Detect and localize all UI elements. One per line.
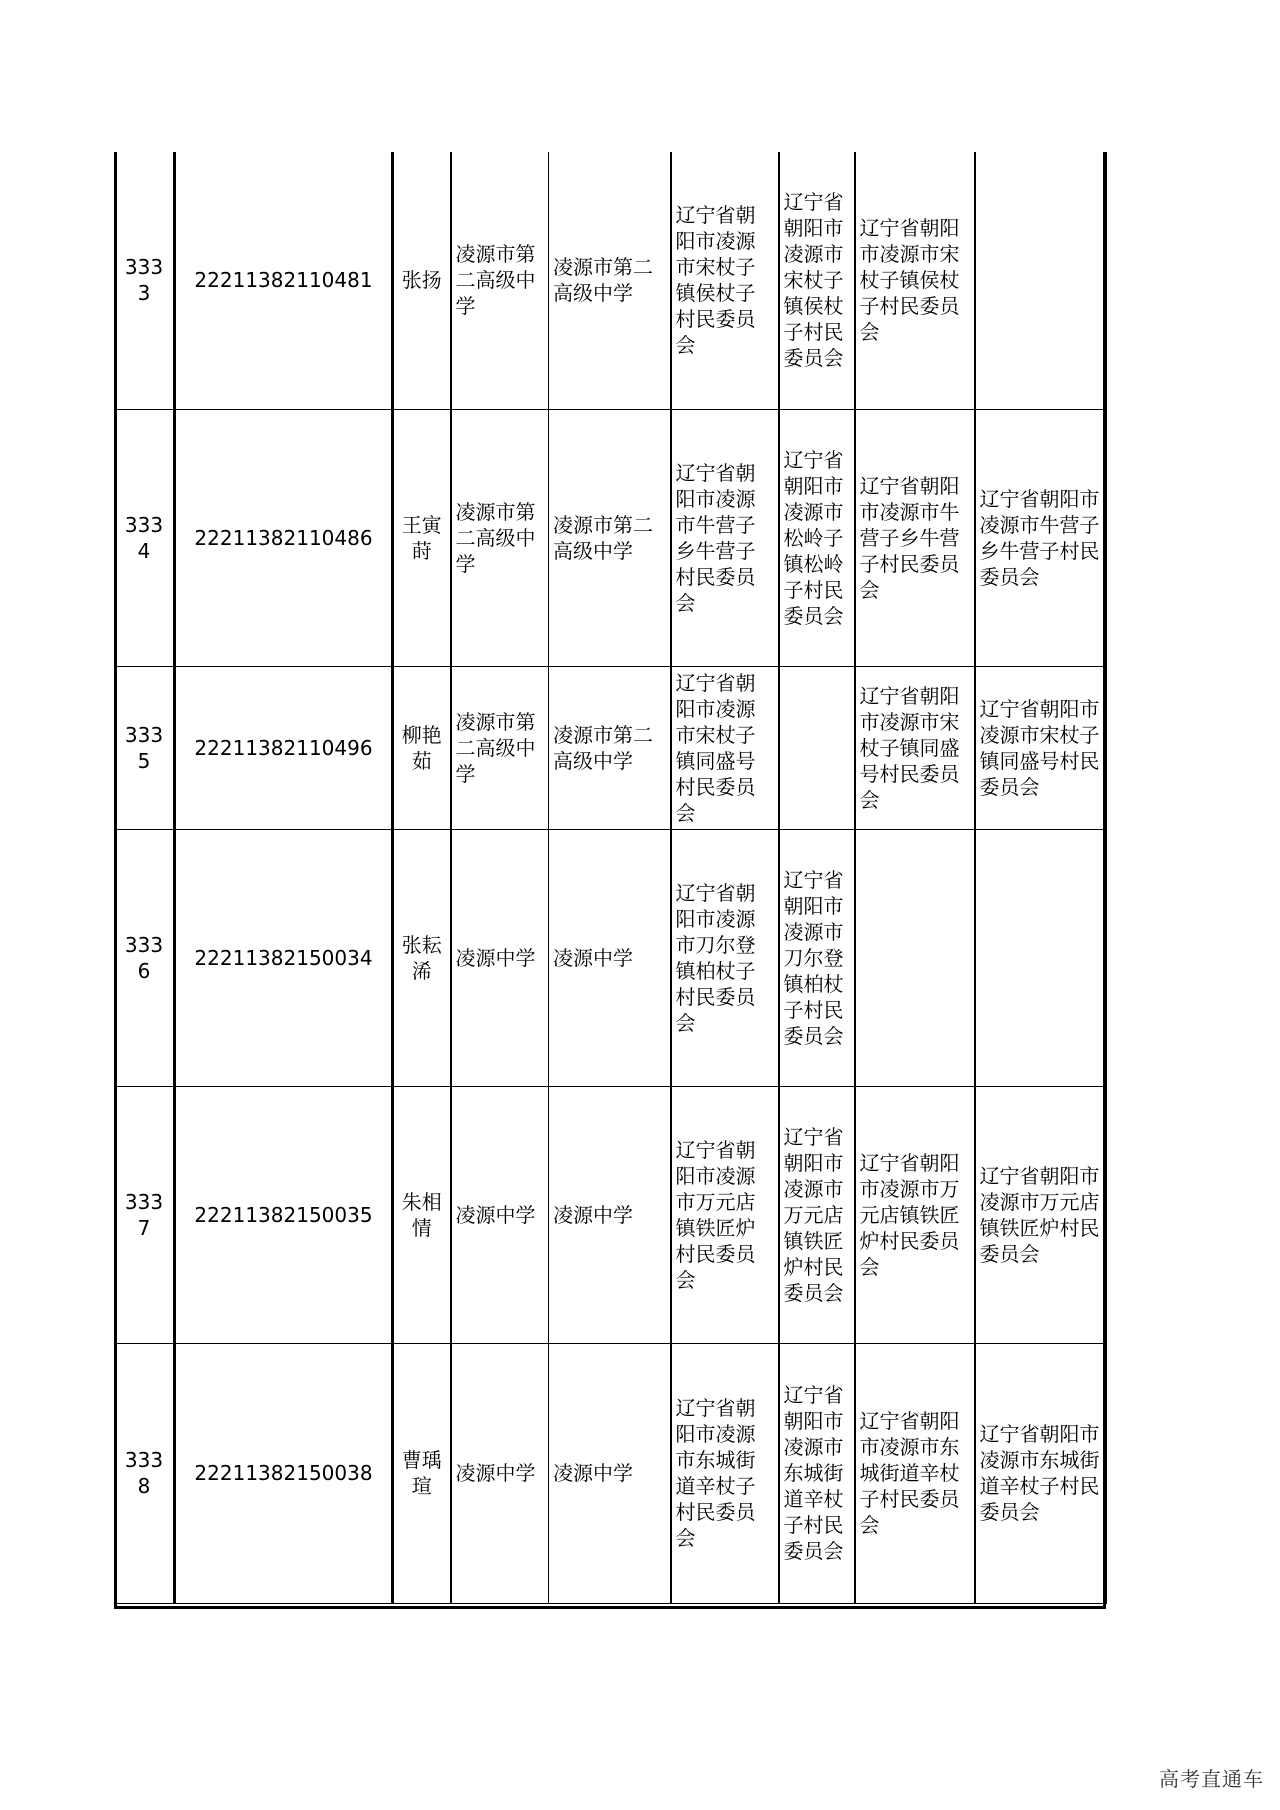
row-address-4: 辽宁省朝阳市凌源市东城街道辛杖子村民委员会 [975, 1343, 1107, 1603]
row-school: 凌源中学 [451, 1086, 549, 1343]
row-name: 王寅莳 [393, 409, 451, 666]
row-exam-site: 凌源中学 [549, 1343, 671, 1603]
row-exam-site: 凌源市第二高级中学 [549, 666, 671, 829]
row-address-2 [779, 666, 855, 829]
row-exam-site: 凌源市第二高级中学 [549, 409, 671, 666]
row-school: 凌源中学 [451, 1343, 549, 1603]
row-address-2: 辽宁省朝阳市凌源市东城街道辛杖子村民委员会 [779, 1343, 855, 1603]
row-name: 曹瑀瑄 [393, 1343, 451, 1603]
table-row [115, 666, 1107, 829]
row-exam-site: 凌源中学 [549, 1086, 671, 1343]
row-exam-id: 22211382150034 [175, 829, 393, 1086]
row-exam-site: 凌源市第二高级中学 [549, 152, 671, 409]
table-row [115, 152, 1107, 409]
row-address-4: 辽宁省朝阳市凌源市万元店镇铁匠炉村民委员会 [975, 1086, 1107, 1343]
row-address-3: 辽宁省朝阳市凌源市牛营子乡牛营子村民委员会 [855, 409, 975, 666]
row-address-2: 辽宁省朝阳市凌源市松岭子镇松岭子村民委员会 [779, 409, 855, 666]
watermark-text: 高考直通车 [1159, 1767, 1264, 1791]
row-address-3: 辽宁省朝阳市凌源市东城街道辛杖子村民委员会 [855, 1343, 975, 1603]
row-address-4: 辽宁省朝阳市凌源市宋杖子镇同盛号村民委员会 [975, 666, 1107, 829]
row-seq: 3335 [115, 666, 175, 829]
row-address-2: 辽宁省朝阳市凌源市宋杖子镇侯杖子村民委员会 [779, 152, 855, 409]
table-row [115, 409, 1107, 666]
row-address-1: 辽宁省朝阳市凌源市宋杖子镇侯杖子村民委员会 [671, 152, 779, 409]
row-exam-id: 22211382110481 [175, 152, 393, 409]
row-address-3 [855, 829, 975, 1086]
row-address-3: 辽宁省朝阳市凌源市宋杖子镇同盛号村民委员会 [855, 666, 975, 829]
row-address-1: 辽宁省朝阳市凌源市东城街道辛杖子村民委员会 [671, 1343, 779, 1603]
row-address-4 [975, 152, 1107, 409]
row-exam-id: 22211382110486 [175, 409, 393, 666]
row-exam-id: 22211382110496 [175, 666, 393, 829]
row-school: 凌源中学 [451, 829, 549, 1086]
row-exam-site: 凌源中学 [549, 829, 671, 1086]
row-name: 柳艳茹 [393, 666, 451, 829]
row-address-1: 辽宁省朝阳市凌源市牛营子乡牛营子村民委员会 [671, 409, 779, 666]
row-seq: 3338 [115, 1343, 175, 1603]
row-address-1: 辽宁省朝阳市凌源市宋杖子镇同盛号村民委员会 [671, 666, 779, 829]
row-exam-id: 22211382150038 [175, 1343, 393, 1603]
row-address-2: 辽宁省朝阳市凌源市刀尔登镇柏杖子村民委员会 [779, 829, 855, 1086]
row-address-4 [975, 829, 1107, 1086]
roster-table [114, 152, 1107, 1604]
row-seq: 3336 [115, 829, 175, 1086]
row-address-1: 辽宁省朝阳市凌源市刀尔登镇柏杖子村民委员会 [671, 829, 779, 1086]
table-row [115, 1086, 1107, 1343]
table-row [115, 829, 1107, 1086]
row-seq: 3337 [115, 1086, 175, 1343]
row-address-3: 辽宁省朝阳市凌源市宋杖子镇侯杖子村民委员会 [855, 152, 975, 409]
row-seq: 3333 [115, 152, 175, 409]
row-exam-id: 22211382150035 [175, 1086, 393, 1343]
row-name: 张耘浠 [393, 829, 451, 1086]
row-address-1: 辽宁省朝阳市凌源市万元店镇铁匠炉村民委员会 [671, 1086, 779, 1343]
row-name: 朱相情 [393, 1086, 451, 1343]
row-seq: 3334 [115, 409, 175, 666]
table-row [115, 1343, 1107, 1603]
row-address-4: 辽宁省朝阳市凌源市牛营子乡牛营子村民委员会 [975, 409, 1107, 666]
row-school: 凌源市第二高级中学 [451, 152, 549, 409]
row-address-3: 辽宁省朝阳市凌源市万元店镇铁匠炉村民委员会 [855, 1086, 975, 1343]
row-address-2: 辽宁省朝阳市凌源市万元店镇铁匠炉村民委员会 [779, 1086, 855, 1343]
row-name: 张扬 [393, 152, 451, 409]
row-school: 凌源市第二高级中学 [451, 409, 549, 666]
row-school: 凌源市第二高级中学 [451, 666, 549, 829]
